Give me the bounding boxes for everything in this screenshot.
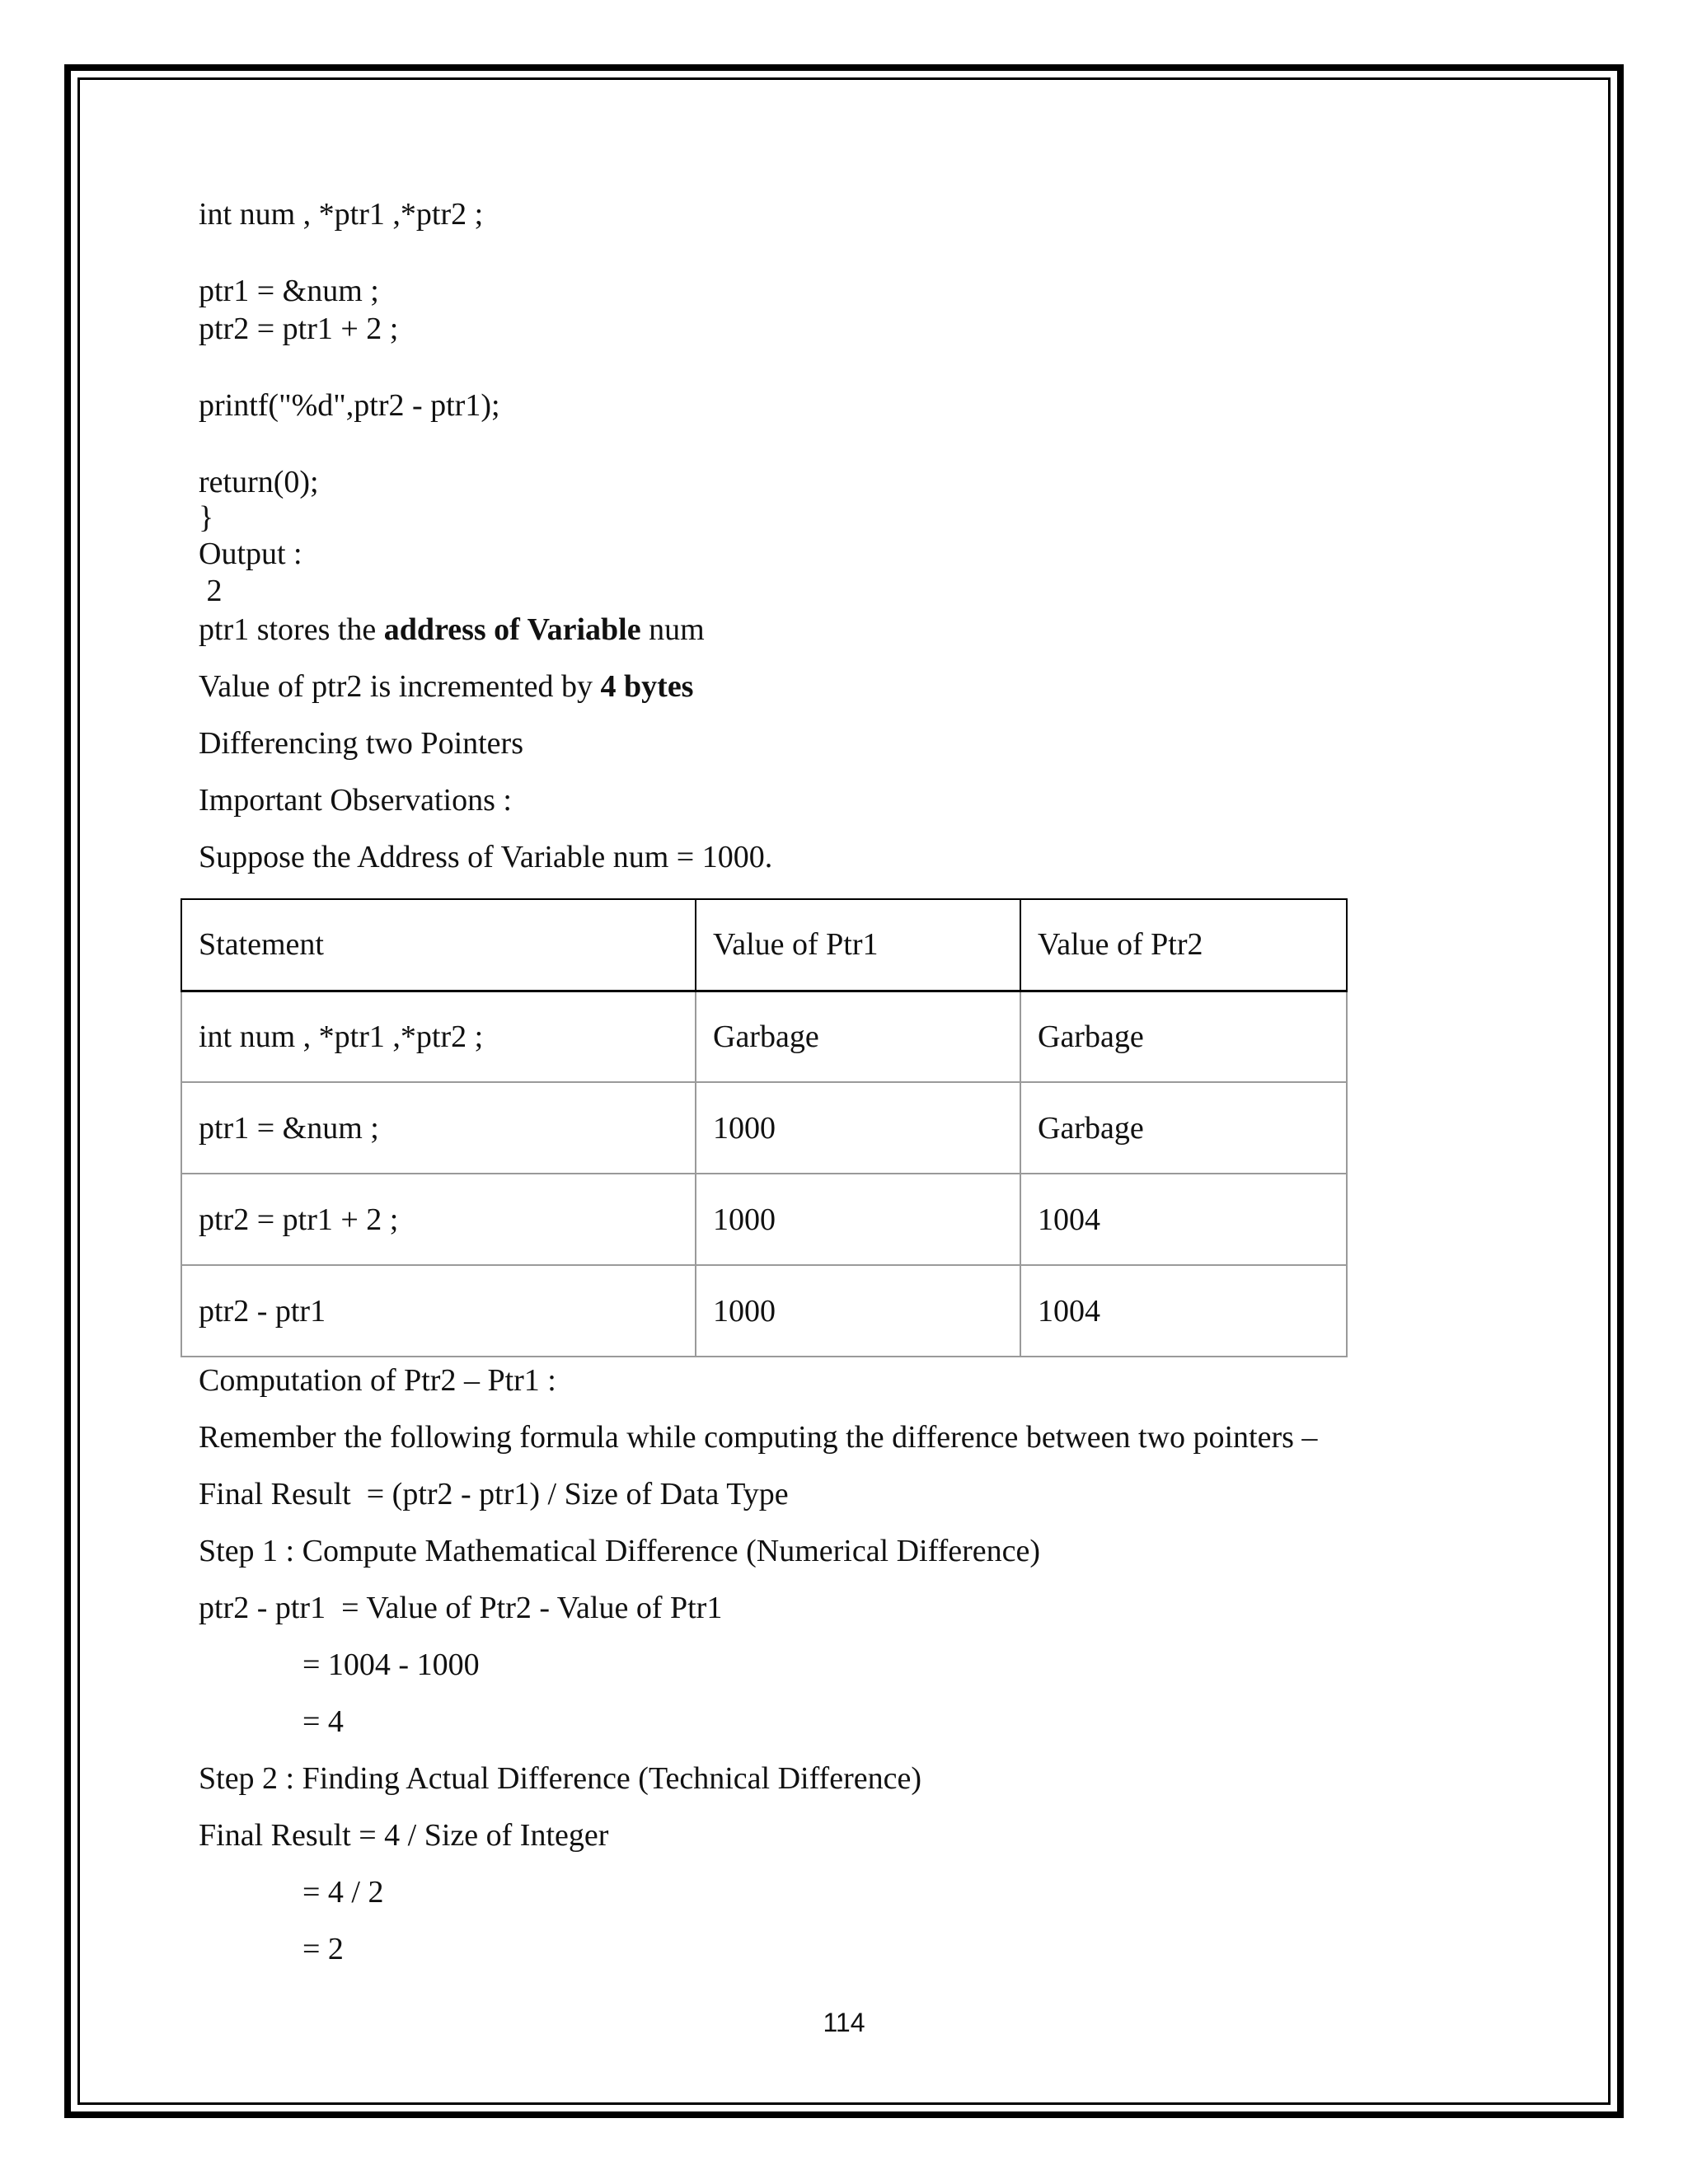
computation-line: ptr2 - ptr1 = Value of Ptr2 - Value of Ptr1 (199, 1591, 723, 1625)
table-cell: Garbage (1020, 1082, 1347, 1174)
step-heading: Step 1 : Compute Mathematical Difference (Numerical Difference) (199, 1534, 1041, 1568)
code-line: printf("%d",ptr2 - ptr1); (199, 388, 500, 423)
table-cell: 1000 (696, 1174, 1020, 1265)
computation-line: Final Result = 4 / Size of Integer (199, 1818, 609, 1853)
code-line: } (199, 500, 214, 535)
equation-line: = 4 (302, 1704, 344, 1739)
table-header-cell: Statement (181, 899, 696, 991)
equation-line: = 2 (302, 1932, 344, 1966)
equation-line: = 1004 - 1000 (302, 1647, 480, 1682)
code-line: return(0); (199, 465, 319, 499)
computation-heading: Computation of Ptr2 – Ptr1 : (199, 1363, 556, 1398)
page-number: 114 (823, 2008, 865, 2037)
table-cell: ptr2 - ptr1 (181, 1265, 696, 1357)
table-header-row (181, 899, 1347, 991)
table-row (181, 991, 1347, 1082)
computation-line: Remember the following formula while computing the difference between two pointers – (199, 1420, 1318, 1455)
table-cell: 1000 (696, 1082, 1020, 1174)
table-row (181, 1174, 1347, 1265)
table-row (181, 1265, 1347, 1357)
note-line: Important Observations : (199, 783, 512, 818)
table-cell: 1000 (696, 1265, 1020, 1357)
table-header-cell: Value of Ptr2 (1020, 899, 1347, 991)
note-line: Value of ptr2 is incremented by 4 bytes (199, 669, 694, 704)
code-line: ptr1 = &num ; (199, 274, 379, 308)
table-cell: 1004 (1020, 1265, 1347, 1357)
table-header-cell: Value of Ptr1 (696, 899, 1020, 991)
table-cell: 1004 (1020, 1174, 1347, 1265)
note-line: ptr1 stores the address of Variable num (199, 612, 705, 647)
output-label: Output : (199, 537, 302, 571)
table-row (181, 1082, 1347, 1174)
code-line: int num , *ptr1 ,*ptr2 ; (199, 197, 484, 232)
equation-line: = 4 / 2 (302, 1875, 384, 1910)
formula-line: Final Result = (ptr2 - ptr1) / Size of Data Type (199, 1477, 789, 1511)
output-value: 2 (199, 574, 223, 608)
step-heading: Step 2 : Finding Actual Difference (Technical Difference) (199, 1761, 921, 1796)
note-line: Differencing two Pointers (199, 726, 523, 761)
code-line: ptr2 = ptr1 + 2 ; (199, 312, 399, 346)
table-cell: int num , *ptr1 ,*ptr2 ; (181, 991, 696, 1082)
pointer-values-table (181, 898, 1348, 1357)
note-line: Suppose the Address of Variable num = 1000. (199, 840, 773, 874)
table-cell: Garbage (696, 991, 1020, 1082)
table-cell: ptr1 = &num ; (181, 1082, 696, 1174)
table-cell: ptr2 = ptr1 + 2 ; (181, 1174, 696, 1265)
table-cell: Garbage (1020, 991, 1347, 1082)
